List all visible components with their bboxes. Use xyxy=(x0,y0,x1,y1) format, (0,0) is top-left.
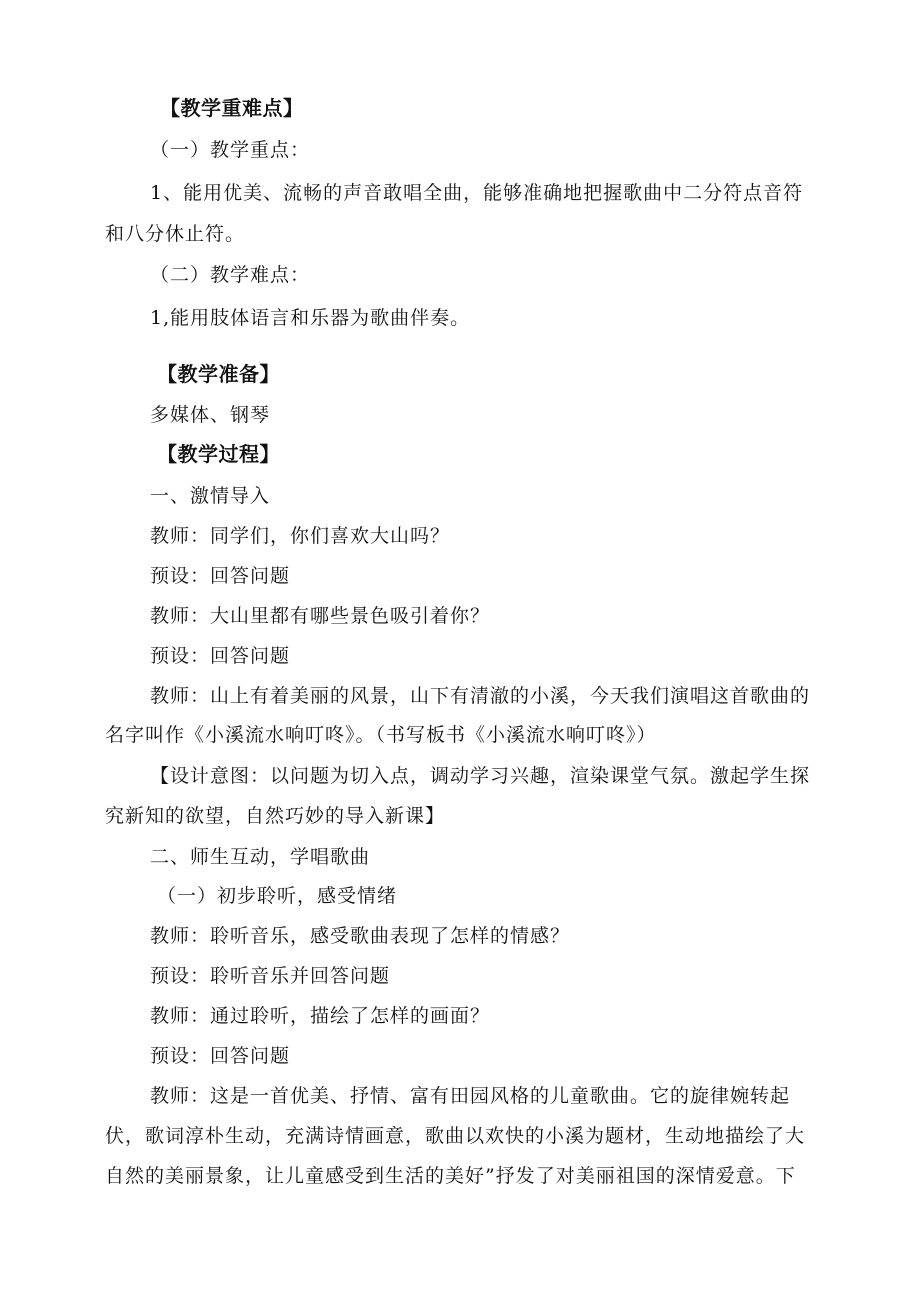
dialogue-line: 教师：同学们，你们喜欢大山吗？ xyxy=(150,525,451,547)
section-heading-preparation: 【教学准备】 xyxy=(157,362,280,386)
section-heading-key-points: 【教学重难点】 xyxy=(160,96,304,120)
dialogue-line: 预设：回答问题 xyxy=(150,565,291,587)
dialogue-line: 教师：通过聆听，描绘了怎样的画面？ xyxy=(150,1005,491,1027)
paragraph-line: 和八分休止符。 xyxy=(105,223,246,245)
dialogue-line: 预设：回答问题 xyxy=(150,645,291,667)
paragraph-line: 名字叫作《小溪流水响叮咚》。（书写板书《小溪流水响叮咚》） xyxy=(105,724,657,746)
paragraph-line: 1,能用肢体语言和乐器为歌曲伴奏。 xyxy=(150,307,471,329)
dialogue-line: 教师：大山里都有哪些景色吸引着你？ xyxy=(150,605,491,627)
paragraph-line: 多媒体、钢琴 xyxy=(150,404,271,426)
subheading-introduction: 一、激情导入 xyxy=(150,485,271,507)
design-intent-line: 究新知的欲望，自然巧妙的导入新课】 xyxy=(105,805,446,827)
subheading-interaction: 二、师生互动，学唱歌曲 xyxy=(150,846,371,868)
subheading-key-point: （一）教学重点： xyxy=(150,139,311,161)
subheading-first-listening: （一）初步聆听，感受情绪 xyxy=(157,885,398,907)
paragraph-line: 教师：山上有着美丽的风景，山下有清澈的小溪，今天我们演唱这首歌曲的 xyxy=(150,685,811,707)
paragraph-line: 1、能用优美、流畅的声音敢唱全曲，能够准确地把握歌曲中二分符点音符 xyxy=(150,182,804,204)
paragraph-line: 自然的美丽景象，让儿童感受到生活的美好”抒发了对美丽祖国的深情爱意。下 xyxy=(105,1165,796,1187)
dialogue-line: 预设：回答问题 xyxy=(150,1045,291,1067)
paragraph-line: 教师：这是一首优美、抒情、富有田园风格的儿童歌曲。它的旋律婉转起 xyxy=(150,1085,791,1107)
dialogue-line: 预设：聆听音乐并回答问题 xyxy=(150,965,391,987)
section-heading-process: 【教学过程】 xyxy=(157,442,280,466)
subheading-difficult-point: （二）教学难点： xyxy=(150,264,311,286)
design-intent-line: 【设计意图：以问题为切入点，调动学习兴趣，渲染课堂气氛。激起学生探 xyxy=(150,765,811,787)
dialogue-line: 教师：聆听音乐，感受歌曲表现了怎样的情感？ xyxy=(150,925,571,947)
paragraph-line: 伏，歌词淳朴生动，充满诗情画意，歌曲以欢快的小溪为题材，生动地描绘了大 xyxy=(105,1125,806,1147)
